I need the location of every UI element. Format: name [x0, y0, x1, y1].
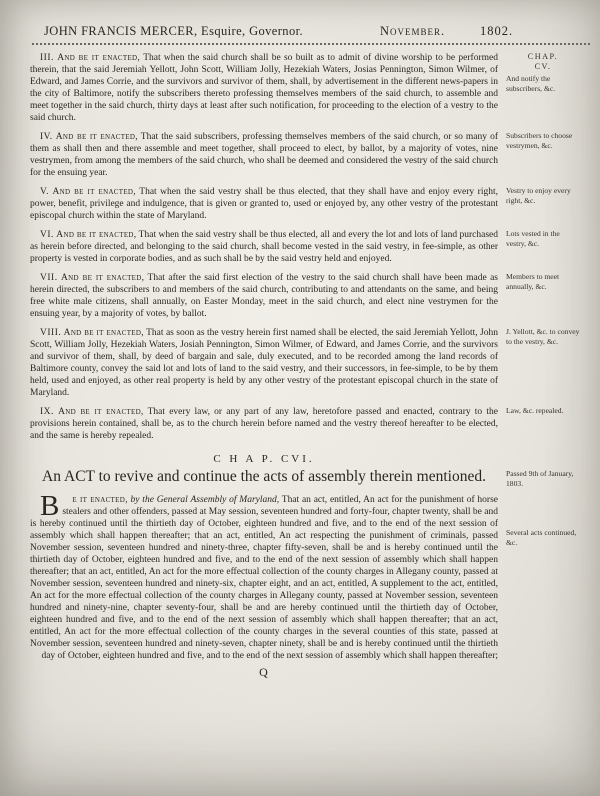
margin-note: [506, 327, 580, 399]
enacting-clause: And be it enacted,: [63, 328, 144, 338]
margin-note: [506, 494, 580, 662]
chapter-cvi-body-row: [30, 490, 592, 662]
section-v: [30, 186, 592, 222]
enacting-clause: And be it enacted,: [52, 187, 136, 197]
session-month: November.: [380, 24, 446, 38]
section-number: IX.: [40, 407, 54, 417]
section-iv-text: [30, 131, 498, 179]
section-ix: [30, 406, 592, 442]
section-vii: [30, 272, 592, 320]
section-number: V.: [40, 187, 50, 197]
enacting-clause: And be it enacted,: [61, 273, 145, 283]
section-number: VI.: [40, 230, 54, 240]
enacting-clause: And be it enacted,: [55, 132, 138, 142]
chapter-cvi-heading: [30, 453, 498, 488]
section-iii-text: [30, 52, 498, 124]
enacting-clause: e it enacted,: [72, 495, 128, 505]
section-body: That every law, or any part of any law, heretofore passed and enacted, contrary to the provisions herein contained, shall be, as to the church herein before named and the vestry thereof hereafter to be elected, and the same is hereby repealed.: [30, 407, 498, 441]
margin-note-text: Lots vested in the vestry, &c.: [506, 229, 560, 248]
margin-note-text: Several acts continued, &c.: [506, 528, 577, 547]
passed-date-note: Passed 9th of January, 1803.: [506, 469, 574, 488]
margin-note: [506, 272, 580, 320]
margin-note: [506, 52, 580, 124]
governor-name: JOHN FRANCIS MERCER, Esquire, Governor.: [44, 24, 304, 38]
enacting-clause: And be it enacted,: [57, 53, 141, 63]
section-v-text: [30, 186, 498, 222]
section-body: That when the said vestry shall be thus elected, that they shall have and enjoy every right, power, benefit, privilege and indulgence, that is given or granted to, used or enjoyed by, any other vestry of the protestant episcopal church within the state of Maryland.: [30, 187, 498, 221]
chapter-cvi-body: [30, 490, 498, 662]
section-body: That the said subscribers, professing themselves members of the said church, or so many of them as shall then and there assemble and meet together, shall proceed to elect, by ballot, by a majority of votes, nine vestrymen, from among the members of the said church, who shall be deemed and considered the vestry of the said church for the ensuing year.: [30, 132, 498, 178]
section-number: IV.: [40, 132, 53, 142]
chapter-cvi-heading-row: [30, 453, 592, 488]
margin-note-text: J. Yellott, &c. to convey to the vestry, &c.: [506, 327, 580, 346]
section-body: That after the said first election of the vestry to the said church shall have been made as herein directed, the subscribers to and members of the said church, contributing to and attendants on the same, and being free white male citizens, shall annually, on Easter Monday, meet in the said church, and elect nine vestrymen for the ensuing year, by a majority of votes, by ballot.: [30, 273, 498, 319]
chapter-label: [506, 52, 580, 72]
margin-note: [506, 453, 580, 488]
section-body: That an act, entitled, An act for the punishment of horse stealers and other offenders, passed at May session, seventeen hundred and forty-four, chapter twenty, shall be and is hereby continued until the thirtieth day of October, eighteen hundred and five, and to the end of the next session of assembly which shall happen thereafter; that an act, entitled, An act respecting the punishment of criminals, passed November session, seventeen hundred and ninety-three, chapter fifty-seven, shall be and is hereby continued until the thirtieth day of October, eighteen hundred and five, and to the end of the next session of assembly which shall happen thereafter; that an act, entitled, An act for the more effectual collection of the county charges in Allegany county, passed at November session, seventeen hundred and ninety-six, chapter eight, and an act, entitled, A supplement to the act, entitled, An act for the more effectual collection of the county charges in Allegany county, passed at November session, seventeen hundred and ninety-nine, chapter seventy-four, shall be and are hereby continued until the thirtieth day of October, eighteen hundred and five, and to the end of the next session of assembly which shall happen thereafter; that an act, entitled, An act for the more effectual collection of the county charges in the several counties of this state, passed at November session, seventeen hundred and ninety-seven, chapter ninety, shall be and is hereby continued until the thirtieth day of October, eighteen hundred and five, and to the end of the next session of assembly which shall happen thereafter;: [30, 495, 498, 661]
chapter-numeral: CV.: [534, 62, 552, 71]
section-number: III.: [40, 53, 54, 63]
section-body: That when the said vestry shall be thus elected, all and every the lot and lots of land purchased as herein before directed, and belonging to the said church, shall become vested in the said vestry, in fee-simple, as other property is vested in corporate bodies, and as such shall be by the said vestry held and enjoyed.: [30, 230, 498, 264]
enacting-authority: by the General Assembly of Maryland,: [130, 495, 280, 505]
margin-note-text: Members to meet annually, &c.: [506, 272, 560, 291]
section-viii: [30, 327, 592, 399]
enacting-clause: And be it enacted,: [56, 230, 137, 240]
enacting-clause: And be it enacted,: [58, 407, 144, 417]
margin-note: [506, 229, 580, 265]
section-number: VIII.: [40, 328, 62, 338]
session-year: 1802.: [480, 24, 514, 38]
section-vi: [30, 229, 592, 265]
margin-note: [506, 186, 580, 222]
running-head: [30, 24, 592, 42]
margin-note-text: And notify the subscribers, &c.: [506, 74, 556, 93]
margin-note: [506, 406, 580, 442]
drop-cap: B: [40, 490, 60, 522]
margin-note: [506, 131, 580, 179]
section-ix-text: [30, 406, 498, 442]
section-vi-text: [30, 229, 498, 265]
section-iii: [30, 52, 592, 124]
signature-mark: Q: [259, 665, 269, 679]
chapter-word: CHAP.: [527, 52, 559, 61]
section-body: That as soon as the vestry herein first named shall be elected, the said Jeremiah Yellott, John Scott, William Jolly, Hezekiah Waters, Josiah Pennington, Simon Wilmer, of Edward, and James Corrie, and the survivors and survivor of them, shall, by deed of bargain and sale, duly executed, and to be recorded among the land records of Baltimore county, convey the said lot and lots of land to the said vestry, and their successors, in fee-simple, to be by them held, used and enjoyed, as other real property is held by any other vestry of the protestant episcopal church in the state of Maryland.: [30, 328, 498, 398]
margin-note-text: Subscribers to choose vestrymen, &c.: [506, 131, 573, 150]
act-title: An ACT to revive and continue the acts of assembly therein mentioned.: [42, 468, 486, 485]
section-iv: [30, 131, 592, 179]
margin-note-text: Law, &c. repealed.: [506, 406, 564, 415]
header-rule: [32, 43, 590, 45]
section-body: That when the said church shall be so built as to admit of divine worship to be performed therein, that the said Jeremiah Yellott, John Scott, William Jolly, Hezekiah Waters, Josias Pennington, Simon Wilmer, of Edward, and James Corrie, and the survivors and survivor of them, shall, by advertisement in the different news-papers in the city of Baltimore, notify the subscribers thereto professing themselves members of the said church, to assemble and meet together in the said church, thirty days at least after such notification, for proceeding to the election of a vestry to the said church.: [30, 53, 498, 123]
chapter-heading: C H A P. CVI.: [213, 453, 315, 465]
section-viii-text: [30, 327, 498, 399]
section-vii-text: [30, 272, 498, 320]
section-number: VII.: [40, 273, 58, 283]
margin-note-text: Vestry to enjoy every right, &c.: [506, 186, 571, 205]
